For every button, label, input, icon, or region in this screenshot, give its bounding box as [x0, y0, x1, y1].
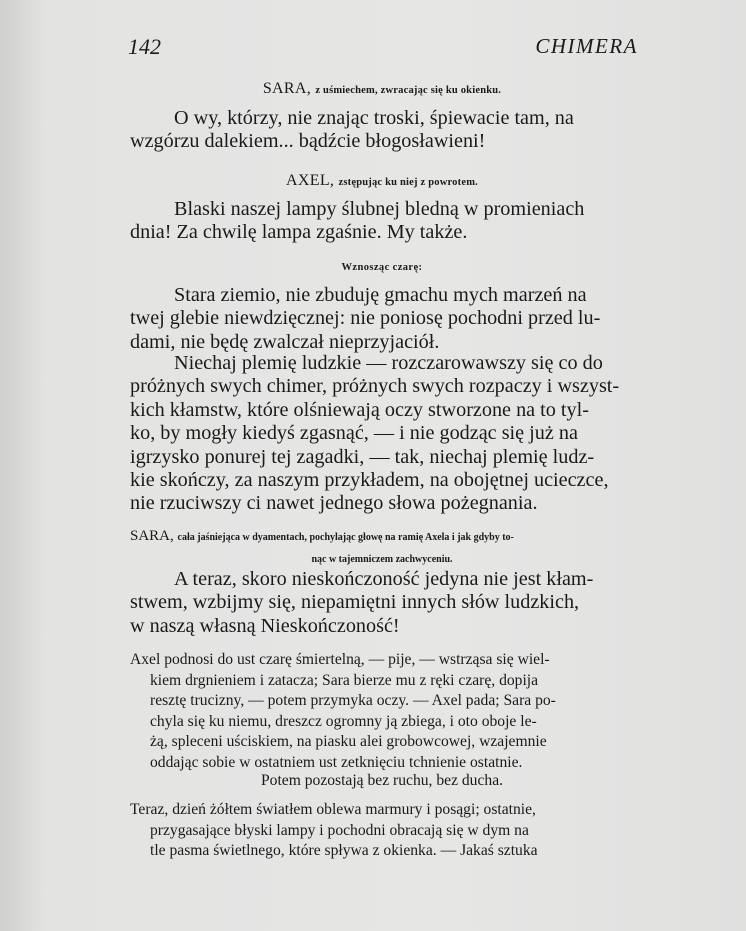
speaker-name: AXEL, — [286, 172, 335, 189]
speaker-sara-1 — [130, 80, 634, 98]
text-line: Niechaj plemię ludzkie — rozczarowawszy się co do — [174, 352, 603, 374]
text-line: igrzysko ponurej tej zagadki, — tak, niechaj plemię ludz- — [130, 445, 595, 468]
text-line: Axel podnosi do ust czarę śmiertelną, — pije, — wstrząsa się wiel- — [130, 651, 550, 668]
text-line: oddając sobie w ostatniem ust zetknięciu tchnienie ostatnie. — [150, 753, 523, 771]
text-line: Blaski naszej lampy ślubnej bledną w promieniach — [174, 198, 585, 220]
speaker-sara-2 — [130, 526, 634, 570]
stage-direction — [130, 650, 634, 774]
page-number: 142 — [128, 34, 161, 59]
speaker-direction-cont: nąc w tajemniczem zachwyceniu. — [311, 554, 453, 565]
speech-sara-2 — [130, 568, 634, 638]
speaker-name: SARA, — [130, 528, 174, 544]
text-line: Stara ziemio, nie zbuduję gmachu mych marzeń na — [174, 284, 587, 306]
stage-center-line: Potem pozostają bez ruchu, bez ducha. — [260, 772, 504, 789]
text-line: Teraz, dzień żółtem światłem oblewa marmury i posągi; ostatnie, — [130, 801, 536, 818]
text-line: tle pasma świetlnego, które spływa z okienka. — Jakaś sztuka — [150, 842, 538, 860]
text-line: próżnych swych chimer, próżnych swych rozpaczy i wszyst- — [130, 375, 620, 398]
text-line: ko, by mogły kiedyś zgasnąć, — i nie godząc się już na — [130, 422, 578, 445]
text-line: dnia! Za chwilę lampa zgaśnie. My także. — [130, 221, 468, 244]
page-header — [0, 34, 746, 64]
text-line: kich kłamstw, które olśniewają oczy stworzone na to tyl- — [130, 398, 589, 421]
text-line: kie skończy, za naszym przykładem, na obojętnej ucieczce, — [130, 469, 609, 492]
text-line: w naszą własną Nieskończoność! — [130, 614, 400, 637]
text-line: przygasające błyski lampy i pochodni obracają się w dym na — [150, 821, 529, 839]
speaker-direction: cała jaśniejąca w dyamentach, pochylając głowę na ramię Axela i jak gdyby to- — [177, 532, 514, 543]
speaker-name: SARA, — [262, 80, 312, 97]
running-title: CHIMERA — [535, 34, 638, 58]
text-line: stwem, wzbijmy się, niepamiętni innych słów ludzkich, — [130, 591, 580, 614]
text-line: O wy, którzy, nie znając troski, śpiewacie tam, na — [174, 107, 574, 129]
speech-sara-1 — [130, 107, 634, 154]
speech-earth — [130, 284, 634, 354]
direction-raising-cup: Wznosząc czarę: — [341, 262, 423, 273]
text-line: kiem drgnieniem i zatacza; Sara bierze mu z ręki czarę, dopija — [150, 671, 539, 689]
text-line: resztę trucizny, — potem przymyka oczy. — Axel pada; Sara po- — [150, 692, 556, 710]
speaker-axel — [130, 172, 634, 190]
text-line: żą, spleceni uściskiem, na piasku alei grobowcowej, wzajemnie — [150, 733, 547, 751]
speaker-direction: zstępując ku niej z powrotem. — [338, 177, 478, 188]
text-line: nie rzuciwszy ci nawet jednego słowa pożegnania. — [130, 492, 538, 515]
text-line: chyla się ku niemu, dreszcz ogromny ją zbiega, i oto oboje le- — [150, 712, 537, 730]
text-line: wzgórzu dalekiem... bądźcie błogosławieni! — [130, 130, 486, 153]
speech-axel — [130, 198, 634, 245]
final-direction — [130, 800, 634, 862]
text-line: twej glebie niewdzięcznej: nie poniosę pochodni przed lu- — [130, 307, 601, 330]
text-line: dami, nie będę zwalczał nieprzyjaciół. — [130, 330, 440, 353]
text-line: A teraz, skoro nieskończoność jedyna nie jest kłam- — [174, 568, 594, 590]
speech-humanity — [130, 352, 634, 516]
speaker-direction: z uśmiechem, zwracając się ku okienku. — [315, 85, 502, 96]
